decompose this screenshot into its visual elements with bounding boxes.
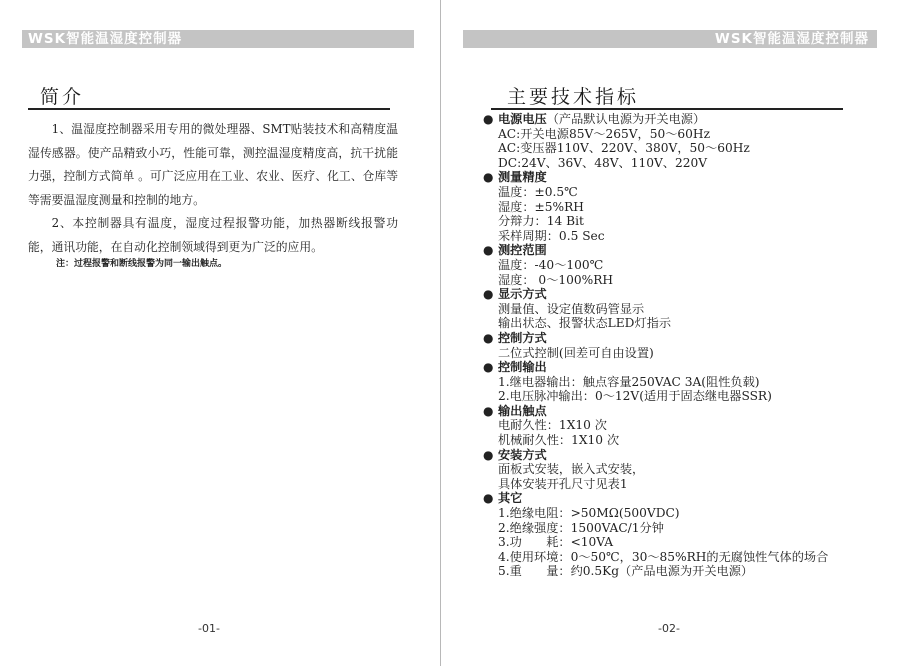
bullet-icon: ●: [483, 403, 494, 418]
section-title: 主要技术指标: [507, 86, 640, 108]
bullet-icon: ●: [483, 330, 494, 345]
spec-heading: [483, 491, 883, 506]
spec-heading: [483, 404, 883, 419]
spec-line: 分辩力：14 Bit: [498, 214, 584, 229]
spec-line: 4.使用环境：0～50℃，30～85%RH的无腐蚀性气体的场合: [498, 549, 829, 564]
spec-heading-text: 测控范围: [498, 243, 547, 258]
spec-heading: [483, 448, 883, 463]
spec-heading-text: 控制输出: [498, 360, 547, 375]
page-right: [440, 0, 900, 666]
spec-line: 面板式安装，嵌入式安装，: [498, 462, 645, 477]
title-rule: [491, 108, 843, 110]
spec-line: 5.重 量：约0.5Kg（产品电源为开关电源）: [498, 564, 754, 579]
spec-heading-text: 安装方式: [498, 447, 547, 462]
spec-heading-text: 电源电压: [498, 112, 547, 126]
bullet-icon: ●: [483, 243, 494, 258]
note: 注：过程报警和断线报警为同一输出触点。: [56, 259, 228, 269]
header-bar: WSK智能温湿度控制器: [22, 30, 414, 48]
spec-line: 具体安装开孔尺寸见表1: [498, 476, 628, 491]
spec-line: 输出状态、报警状态LED灯指示: [498, 316, 672, 331]
spec-list: [483, 112, 883, 579]
spec-line: 测量值、设定值数码管显示: [498, 301, 645, 316]
bullet-icon: ●: [483, 447, 494, 462]
spec-line: 湿度：±5%RH: [498, 199, 584, 214]
spec-line: DC:24V、36V、48V、110V、220V: [498, 155, 708, 170]
spec-line: 2.电压脉冲输出：0～12V(适用于固态继电器SSR): [498, 389, 772, 404]
spec-line: 温度：-40～100℃: [498, 257, 604, 272]
spec-heading-text: 测量精度: [498, 170, 547, 185]
spec-line: 1.继电器输出：触点容量250VAC 3A(阻性负载): [498, 374, 760, 389]
title-rule: [28, 108, 390, 110]
intro-paragraph-2: 2、本控制器具有温度，湿度过程报警功能，加热器断线报警功能，通讯功能，在自动化控制领域得到更为广泛的应用。: [28, 216, 398, 254]
spec-heading-text: 显示方式: [498, 287, 547, 302]
bullet-icon: ●: [483, 491, 494, 506]
spec-line: AC:开关电源85V～265V，50～60Hz: [498, 126, 710, 141]
intro-text: [28, 118, 398, 259]
spec-heading: [483, 243, 883, 258]
bullet-icon: ●: [483, 287, 494, 302]
page-number: -02-: [658, 622, 680, 635]
section-title: 简介: [40, 86, 85, 108]
spec-line: 机械耐久性：1X10 次: [498, 433, 620, 448]
spec-heading-text: 其它: [498, 491, 523, 506]
spec-line: 1.绝缘电阻：>50MΩ(500VDC): [498, 506, 680, 521]
spec-line: 二位式控制(回差可自由设置): [498, 345, 654, 360]
spec-line: 温度：±0.5℃: [498, 184, 578, 199]
bullet-icon: ●: [483, 170, 494, 185]
page-left: [0, 0, 440, 666]
bullet-icon: ●: [483, 112, 494, 126]
spec-line: 湿度： 0～100%RH: [498, 272, 614, 287]
spec-heading: [483, 112, 883, 127]
spec-heading: [483, 170, 883, 185]
bullet-icon: ●: [483, 360, 494, 375]
spec-heading: [483, 360, 883, 375]
spec-line: 2.绝缘强度：1500VAC/1分钟: [498, 520, 664, 535]
spec-heading-text: 控制方式: [498, 330, 547, 345]
header-bar: WSK智能温湿度控制器: [463, 30, 877, 48]
intro-paragraph-1: 1、温湿度控制器采用专用的微处理器、SMT贴装技术和高精度温湿传感器。使产品精致小巧，性能可靠，测控温湿度精度高，抗干扰能力强，控制方式简单 。可广泛应用在工业、农业、医疗、化工、仓库等等需要温湿度测量和控制的地方。: [28, 122, 398, 207]
spec-line: 3.功 耗：<10VA: [498, 535, 614, 550]
spec-line: AC:变压器110V、220V、380V，50～60Hz: [498, 141, 750, 156]
page-number: -01-: [198, 622, 220, 635]
spec-heading-note: （产品默认电源为开关电源）: [546, 112, 706, 126]
spec-heading-text: 输出触点: [498, 403, 547, 418]
spec-heading: [483, 331, 883, 346]
spec-heading: [483, 287, 883, 302]
spec-line: 电耐久性：1X10 次: [498, 418, 607, 433]
spec-line: 采样周期：0.5 Sec: [498, 228, 605, 243]
